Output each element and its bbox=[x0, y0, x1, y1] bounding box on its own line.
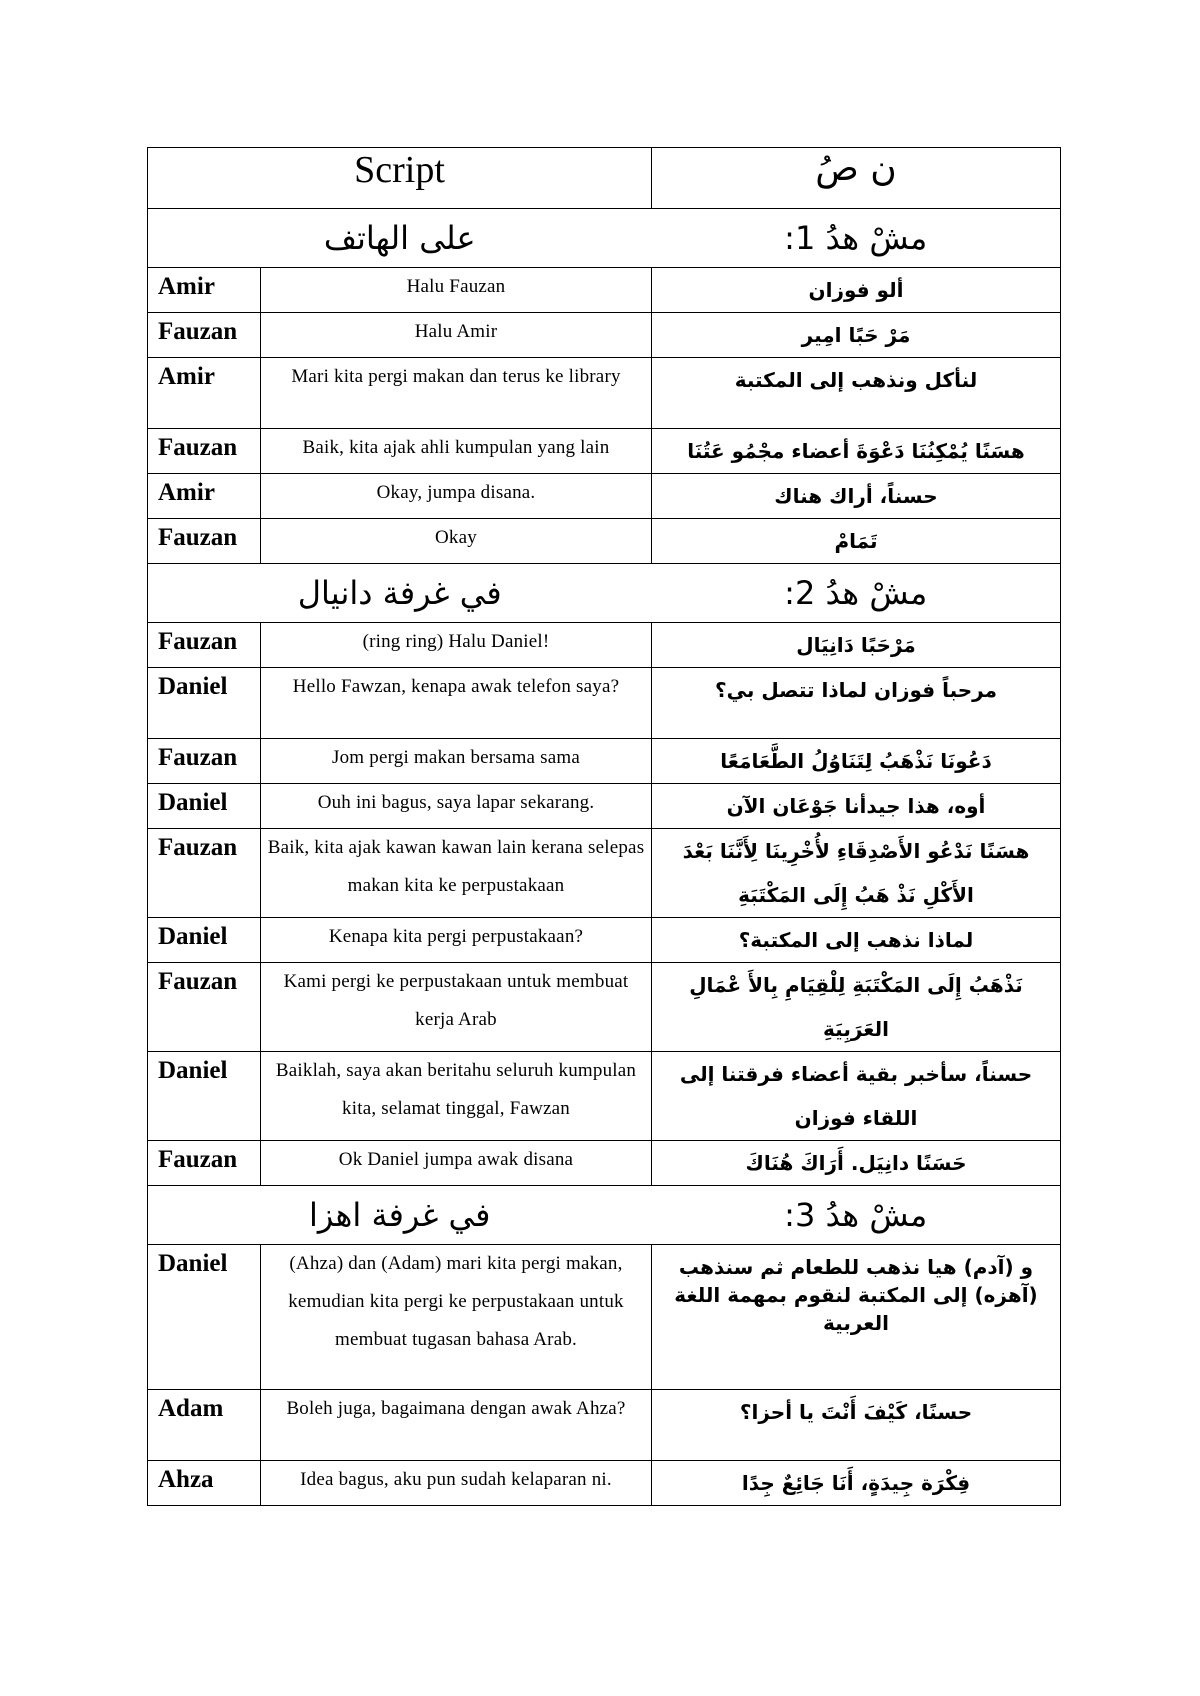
speaker-name: Amir bbox=[148, 268, 261, 313]
speaker-name: Daniel bbox=[148, 784, 261, 829]
script-table bbox=[147, 147, 1061, 1506]
arabic-line: نَذْهَبُ إِلَى المَكْتَبَةِ لِلْقِيَامِ بِالأَ عْمَالِ العَرَبِيَةِ bbox=[652, 963, 1061, 1052]
malay-line: Baik, kita ajak kawan kawan lain kerana selepas makan kita ke perpustakaan bbox=[261, 829, 652, 918]
speaker-name: Daniel bbox=[148, 918, 261, 963]
speaker-name: Fauzan bbox=[148, 623, 261, 668]
speaker-name: Fauzan bbox=[148, 519, 261, 564]
malay-line: Mari kita pergi makan dan terus ke library bbox=[261, 358, 652, 429]
speaker-name: Ahza bbox=[148, 1461, 261, 1506]
malay-line: Baiklah, saya akan beritahu seluruh kumpulan kita, selamat tinggal, Fawzan bbox=[261, 1052, 652, 1141]
table-row bbox=[148, 918, 1061, 963]
table-row bbox=[148, 519, 1061, 564]
arabic-line: حَسَنًا دانِيَل. أَرَاكَ هُنَاكَ bbox=[652, 1141, 1061, 1186]
arabic-line: أوه، هذا جيدأنا جَوْعَان الآن bbox=[652, 784, 1061, 829]
scene-number: مشْ هدُ 2: bbox=[784, 574, 928, 612]
speaker-name: Fauzan bbox=[148, 429, 261, 474]
malay-line: Halu Fauzan bbox=[261, 268, 652, 313]
table-row bbox=[148, 268, 1061, 313]
table-row bbox=[148, 829, 1061, 918]
table-row bbox=[148, 1141, 1061, 1186]
malay-line: Hello Fawzan, kenapa awak telefon saya? bbox=[261, 668, 652, 739]
table-row bbox=[148, 313, 1061, 358]
arabic-line: حسنًا، كَيْفَ أَنْتَ يا أحزا؟ bbox=[652, 1390, 1061, 1461]
table-row bbox=[148, 1461, 1061, 1506]
arabic-line: مَرْ حَبًا امِير bbox=[652, 313, 1061, 358]
speaker-name: Fauzan bbox=[148, 1141, 261, 1186]
table-row bbox=[148, 1390, 1061, 1461]
scene-number: مشْ هدُ 3: bbox=[784, 1196, 928, 1234]
scene-number: مشْ هدُ 1: bbox=[784, 219, 928, 257]
arabic-line: فِكْرَة جِيدَةٍ، أَنَا جَائِعٌ جِدًا bbox=[652, 1461, 1061, 1506]
speaker-name: Fauzan bbox=[148, 829, 261, 918]
table-row bbox=[148, 963, 1061, 1052]
malay-line: Baik, kita ajak ahli kumpulan yang lain bbox=[261, 429, 652, 474]
arabic-line: مَرْحَبًا دَانِيَال bbox=[652, 623, 1061, 668]
script-document bbox=[147, 147, 1060, 1506]
script-header: Script bbox=[354, 149, 445, 191]
scene-heading-row bbox=[148, 209, 1061, 268]
speaker-name: Fauzan bbox=[148, 739, 261, 784]
arabic-line: لماذا نذهب إلى المكتبة؟ bbox=[652, 918, 1061, 963]
text-header: ن صُ bbox=[815, 148, 897, 189]
speaker-name: Adam bbox=[148, 1390, 261, 1461]
malay-line: (ring ring) Halu Daniel! bbox=[261, 623, 652, 668]
speaker-name: Amir bbox=[148, 474, 261, 519]
malay-line: Boleh juga, bagaimana dengan awak Ahza? bbox=[261, 1390, 652, 1461]
malay-line: Ouh ini bagus, saya lapar sekarang. bbox=[261, 784, 652, 829]
scene-heading-cell bbox=[148, 209, 1061, 268]
table-row bbox=[148, 623, 1061, 668]
scene-title: في غرفة اهزا bbox=[308, 1196, 491, 1234]
arabic-line: حسناً، سأخبر بقية أعضاء فرقتنا إلى اللقاء فوزان bbox=[652, 1052, 1061, 1141]
malay-line: Halu Amir bbox=[261, 313, 652, 358]
scene-heading-row bbox=[148, 1186, 1061, 1245]
speaker-name: Amir bbox=[148, 358, 261, 429]
arabic-line: ألو فوزان bbox=[652, 268, 1061, 313]
malay-line: Ok Daniel jumpa awak disana bbox=[261, 1141, 652, 1186]
arabic-line: تَمَامْ bbox=[652, 519, 1061, 564]
scene-title: في غرفة دانيال bbox=[297, 574, 502, 612]
arabic-line: مرحباً فوزان لماذا تتصل بي؟ bbox=[652, 668, 1061, 739]
arabic-line: هسَنًا نَدْعُو الأَصْدِقَاءِ لأُخْرِينَا لِأَنَّنَا بَعْدَ الأَكْلِ نَذْ هَبُ إِلَى المَكْتَبَةِ bbox=[652, 829, 1061, 918]
table-row bbox=[148, 429, 1061, 474]
table-row bbox=[148, 1052, 1061, 1141]
malay-line: Kami pergi ke perpustakaan untuk membuat kerja Arab bbox=[261, 963, 652, 1052]
malay-line: Okay, jumpa disana. bbox=[261, 474, 652, 519]
table-row bbox=[148, 358, 1061, 429]
malay-line: Idea bagus, aku pun sudah kelaparan ni. bbox=[261, 1461, 652, 1506]
scene-heading-cell bbox=[148, 1186, 1061, 1245]
scene-heading-cell bbox=[148, 564, 1061, 623]
arabic-line: هسَنًا يُمْكِنُنَا دَعْوَةَ أعضاء مجْمُو عَتُنَا bbox=[652, 429, 1061, 474]
text-header-cell bbox=[652, 148, 1061, 209]
speaker-name: Fauzan bbox=[148, 313, 261, 358]
table-row bbox=[148, 668, 1061, 739]
table-row bbox=[148, 784, 1061, 829]
malay-line: Kenapa kita pergi perpustakaan? bbox=[261, 918, 652, 963]
speaker-name: Daniel bbox=[148, 1245, 261, 1390]
script-header-cell bbox=[148, 148, 652, 209]
table-header-row bbox=[148, 148, 1061, 209]
malay-line: Jom pergi makan bersama sama bbox=[261, 739, 652, 784]
speaker-name: Daniel bbox=[148, 668, 261, 739]
scene-heading-row bbox=[148, 564, 1061, 623]
arabic-line: دَعُونَا نَذْهَبُ لِتَنَاوُلُ الطَّعَامَعًا bbox=[652, 739, 1061, 784]
table-row bbox=[148, 739, 1061, 784]
table-row bbox=[148, 474, 1061, 519]
arabic-line: حسناً، أراك هناك bbox=[652, 474, 1061, 519]
arabic-line: و (آدم) هيا نذهب للطعام ثم سنذهب (آهزه) إلى المكتبة لنقوم بمهمة اللغة العربية bbox=[652, 1245, 1061, 1390]
malay-line: Okay bbox=[261, 519, 652, 564]
arabic-line: لنأكل ونذهب إلى المكتبة bbox=[652, 358, 1061, 429]
malay-line: (Ahza) dan (Adam) mari kita pergi makan, kemudian kita pergi ke perpustakaan untuk membuat tugasan bahasa Arab. bbox=[261, 1245, 652, 1390]
scene-title: على الهاتف bbox=[323, 219, 476, 257]
speaker-name: Fauzan bbox=[148, 963, 261, 1052]
speaker-name: Daniel bbox=[148, 1052, 261, 1141]
table-row bbox=[148, 1245, 1061, 1390]
